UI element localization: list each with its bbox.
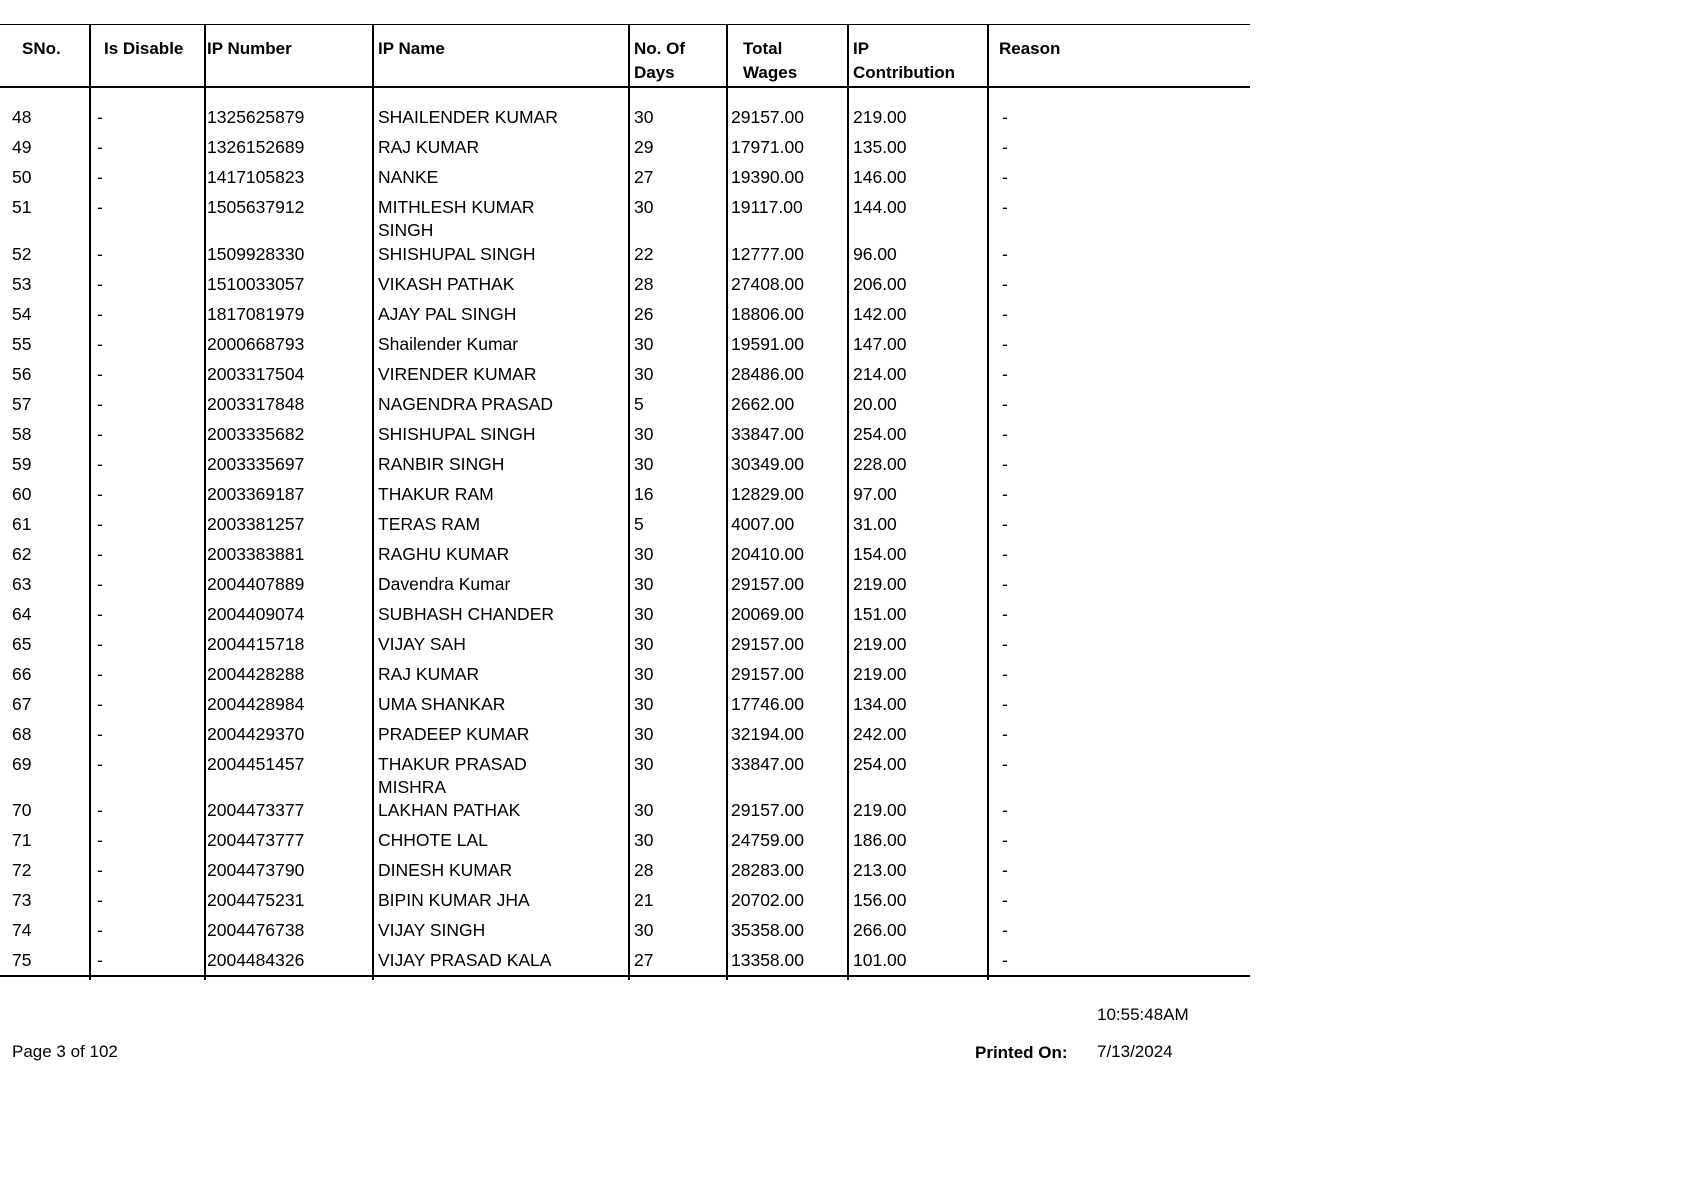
cell-reason: - — [1002, 333, 1008, 354]
cell-sno: 57 — [12, 393, 32, 414]
page-indicator: Page 3 of 102 — [12, 1042, 118, 1061]
cell-reason: - — [1002, 920, 1008, 941]
cell-total-wages: 20410.00 — [731, 543, 804, 564]
cell-ip-number: 1505637912 — [207, 197, 305, 217]
cell-ip-contribution: 266.00 — [853, 920, 907, 941]
cell-ip-number: 1510033057 — [207, 273, 305, 294]
table-row — [0, 919, 1250, 949]
table-row — [0, 363, 1250, 393]
header-days: No. Of Days — [634, 39, 685, 82]
cell-days: 30 — [634, 197, 654, 217]
cell-reason: - — [1002, 513, 1008, 534]
cell-sno: 55 — [12, 333, 32, 354]
cell-ip-name: VIKASH PATHAK — [378, 273, 515, 294]
cell-reason: - — [1002, 753, 1008, 774]
cell-days: 30 — [634, 363, 654, 384]
cell-ip-name: PRADEEP KUMAR — [378, 723, 530, 744]
cell-ip-name: THAKUR RAM — [378, 483, 494, 504]
cell-ip-contribution: 219.00 — [853, 800, 907, 821]
cell-ip-number: 2004428288 — [207, 663, 305, 684]
cell-days: 30 — [634, 107, 654, 127]
cell-total-wages: 17746.00 — [731, 693, 804, 714]
cell-ip-contribution: 219.00 — [853, 107, 907, 127]
cell-ip-contribution: 142.00 — [853, 303, 907, 324]
cell-ip-number: 2004473377 — [207, 800, 305, 821]
cell-days: 21 — [634, 890, 654, 911]
cell-total-wages: 12777.00 — [731, 243, 804, 264]
cell-reason: - — [1002, 243, 1008, 264]
cell-ip-name: SHISHUPAL SINGH — [378, 423, 536, 444]
cell-total-wages: 33847.00 — [731, 753, 804, 774]
cell-sno: 69 — [12, 753, 32, 774]
cell-ip-contribution: 214.00 — [853, 363, 907, 384]
cell-sno: 70 — [12, 800, 32, 821]
cell-total-wages: 12829.00 — [731, 483, 804, 504]
cell-is-disable: - — [97, 573, 103, 594]
cell-is-disable: - — [97, 393, 103, 414]
cell-ip-name: VIRENDER KUMAR — [378, 363, 537, 384]
table-row — [0, 303, 1250, 333]
cell-days: 29 — [634, 137, 654, 157]
cell-total-wages: 33847.00 — [731, 423, 804, 444]
cell-total-wages: 30349.00 — [731, 453, 804, 474]
cell-is-disable: - — [97, 950, 103, 971]
cell-sno: 48 — [12, 107, 32, 127]
cell-days: 30 — [634, 333, 654, 354]
cell-is-disable: - — [97, 860, 103, 881]
cell-reason: - — [1002, 723, 1008, 744]
cell-ip-contribution: 135.00 — [853, 137, 907, 157]
table-row — [0, 243, 1250, 273]
cell-days: 30 — [634, 543, 654, 564]
cell-is-disable: - — [97, 197, 103, 217]
cell-ip-name: TERAS RAM — [378, 513, 481, 534]
cell-days: 30 — [634, 800, 654, 821]
table-row — [0, 603, 1250, 633]
cell-sno: 49 — [12, 137, 32, 157]
cell-is-disable: - — [97, 513, 103, 534]
cell-ip-name: Shailender Kumar — [378, 333, 519, 354]
cell-total-wages: 19591.00 — [731, 333, 804, 354]
table-row — [0, 859, 1250, 889]
cell-total-wages: 35358.00 — [731, 920, 804, 941]
footer-time: 10:55:48AM — [1097, 1005, 1189, 1024]
cell-total-wages: 2662.00 — [731, 393, 795, 414]
cell-reason: - — [1002, 453, 1008, 474]
cell-ip-name: CHHOTE LAL — [378, 830, 488, 851]
cell-sno: 67 — [12, 693, 32, 714]
table-row — [0, 513, 1250, 543]
cell-ip-number: 2004484326 — [207, 950, 305, 971]
cell-ip-number: 2003381257 — [207, 513, 305, 534]
cell-reason: - — [1002, 137, 1008, 157]
cell-ip-number: 2003317848 — [207, 393, 305, 414]
cell-is-disable: - — [97, 920, 103, 941]
cell-ip-number: 2004473777 — [207, 830, 305, 851]
cell-days: 30 — [634, 723, 654, 744]
cell-days: 30 — [634, 830, 654, 851]
cell-total-wages: 18806.00 — [731, 303, 804, 324]
cell-reason: - — [1002, 573, 1008, 594]
cell-sno: 65 — [12, 633, 32, 654]
cell-total-wages: 19117.00 — [731, 197, 803, 217]
cell-ip-contribution: 219.00 — [853, 663, 907, 684]
cell-days: 5 — [634, 393, 644, 414]
cell-is-disable: - — [97, 167, 103, 187]
cell-ip-contribution: 219.00 — [853, 633, 907, 654]
cell-sno: 51 — [12, 197, 32, 217]
cell-sno: 60 — [12, 483, 32, 504]
cell-sno: 73 — [12, 890, 32, 911]
cell-ip-name: SHISHUPAL SINGH — [378, 243, 536, 264]
cell-is-disable: - — [97, 543, 103, 564]
cell-is-disable: - — [97, 723, 103, 744]
cell-reason: - — [1002, 663, 1008, 684]
cell-ip-contribution: 254.00 — [853, 753, 907, 774]
cell-ip-contribution: 186.00 — [853, 830, 907, 851]
cell-ip-number: 1325625879 — [207, 107, 305, 127]
cell-ip-contribution: 144.00 — [853, 197, 907, 217]
cell-ip-name: UMA SHANKAR — [378, 693, 506, 714]
cell-ip-contribution: 20.00 — [853, 393, 897, 414]
cell-ip-name: MITHLESH KUMAR SINGH — [378, 197, 535, 240]
cell-total-wages: 13358.00 — [731, 950, 804, 971]
cell-days: 27 — [634, 950, 654, 971]
cell-days: 30 — [634, 920, 654, 941]
cell-is-disable: - — [97, 800, 103, 821]
cell-is-disable: - — [97, 663, 103, 684]
table-row — [0, 693, 1250, 723]
cell-ip-name: RAGHU KUMAR — [378, 543, 510, 564]
cell-total-wages: 28283.00 — [731, 860, 804, 881]
cell-sno: 59 — [12, 453, 32, 474]
cell-ip-number: 2004429370 — [207, 723, 305, 744]
cell-ip-contribution: 213.00 — [853, 860, 907, 881]
cell-ip-contribution: 146.00 — [853, 167, 907, 187]
cell-days: 27 — [634, 167, 654, 187]
cell-ip-name: RANBIR SINGH — [378, 453, 505, 474]
cell-ip-contribution: 147.00 — [853, 333, 907, 354]
cell-ip-contribution: 154.00 — [853, 543, 907, 564]
cell-reason: - — [1002, 603, 1008, 624]
cell-ip-contribution: 96.00 — [853, 243, 897, 264]
cell-reason: - — [1002, 543, 1008, 564]
cell-ip-number: 2004473790 — [207, 860, 305, 881]
cell-is-disable: - — [97, 633, 103, 654]
header-bottom-rule — [0, 86, 1250, 88]
cell-sno: 64 — [12, 603, 32, 624]
cell-ip-name: Davendra Kumar — [378, 573, 511, 594]
cell-sno: 62 — [12, 543, 32, 564]
cell-is-disable: - — [97, 830, 103, 851]
cell-total-wages: 32194.00 — [731, 723, 804, 744]
cell-sno: 54 — [12, 303, 32, 324]
table-row — [0, 273, 1250, 303]
cell-reason: - — [1002, 167, 1008, 187]
cell-is-disable: - — [97, 753, 103, 774]
header-ip-name: IP Name — [378, 39, 445, 58]
cell-total-wages: 27408.00 — [731, 273, 804, 294]
cell-ip-contribution: 134.00 — [853, 693, 907, 714]
table-row — [0, 166, 1250, 196]
cell-ip-number: 2004409074 — [207, 603, 305, 624]
cell-is-disable: - — [97, 243, 103, 264]
cell-sno: 52 — [12, 243, 32, 264]
footer-date: 7/13/2024 — [1097, 1042, 1173, 1061]
cell-ip-number: 2004407889 — [207, 573, 305, 594]
cell-ip-contribution: 31.00 — [853, 513, 897, 534]
table-row — [0, 393, 1250, 423]
cell-ip-number: 2004451457 — [207, 753, 305, 774]
cell-days: 28 — [634, 273, 654, 294]
cell-sno: 61 — [12, 513, 32, 534]
cell-days: 16 — [634, 483, 654, 504]
cell-reason: - — [1002, 800, 1008, 821]
cell-total-wages: 20702.00 — [731, 890, 804, 911]
cell-days: 30 — [634, 453, 654, 474]
cell-sno: 72 — [12, 860, 32, 881]
cell-is-disable: - — [97, 603, 103, 624]
cell-ip-contribution: 206.00 — [853, 273, 907, 294]
cell-ip-number: 2003335697 — [207, 453, 305, 474]
cell-is-disable: - — [97, 423, 103, 444]
cell-is-disable: - — [97, 363, 103, 384]
cell-ip-number: 2003369187 — [207, 483, 305, 504]
cell-reason: - — [1002, 950, 1008, 971]
cell-is-disable: - — [97, 693, 103, 714]
cell-total-wages: 17971.00 — [731, 137, 804, 157]
cell-reason: - — [1002, 890, 1008, 911]
table-row — [0, 423, 1250, 453]
cell-is-disable: - — [97, 483, 103, 504]
cell-total-wages: 24759.00 — [731, 830, 804, 851]
cell-ip-name: VIJAY SINGH — [378, 920, 486, 941]
cell-sno: 53 — [12, 273, 32, 294]
cell-reason: - — [1002, 693, 1008, 714]
cell-days: 30 — [634, 633, 654, 654]
cell-reason: - — [1002, 633, 1008, 654]
header-is-disable: Is Disable — [104, 39, 184, 58]
table-row — [0, 723, 1250, 753]
cell-ip-name: BIPIN KUMAR JHA — [378, 890, 530, 911]
cell-total-wages: 29157.00 — [731, 663, 804, 684]
cell-days: 30 — [634, 423, 654, 444]
cell-ip-name: NAGENDRA PRASAD — [378, 393, 554, 414]
table-row — [0, 889, 1250, 919]
table-row — [0, 949, 1250, 979]
cell-ip-name: VIJAY SAH — [378, 633, 466, 654]
cell-ip-number: 2004475231 — [207, 890, 305, 911]
table-row — [0, 136, 1250, 166]
table-row — [0, 333, 1250, 363]
header-sno: SNo. — [22, 39, 61, 58]
cell-sno: 74 — [12, 920, 32, 941]
cell-ip-contribution: 228.00 — [853, 453, 907, 474]
cell-ip-name: LAKHAN PATHAK — [378, 800, 521, 821]
cell-is-disable: - — [97, 303, 103, 324]
cell-total-wages: 19390.00 — [731, 167, 804, 187]
cell-total-wages: 4007.00 — [731, 513, 795, 534]
cell-reason: - — [1002, 107, 1008, 127]
cell-ip-name: DINESH KUMAR — [378, 860, 513, 881]
cell-is-disable: - — [97, 890, 103, 911]
table-row — [0, 753, 1250, 797]
printed-on-label: Printed On: — [975, 1043, 1068, 1062]
cell-sno: 50 — [12, 167, 32, 187]
cell-is-disable: - — [97, 333, 103, 354]
table-row — [0, 453, 1250, 483]
table-row — [0, 633, 1250, 663]
header-reason: Reason — [999, 39, 1061, 58]
cell-reason: - — [1002, 303, 1008, 324]
cell-total-wages: 29157.00 — [731, 633, 804, 654]
cell-total-wages: 29157.00 — [731, 573, 804, 594]
cell-ip-number: 2004476738 — [207, 920, 305, 941]
cell-ip-contribution: 97.00 — [853, 483, 897, 504]
cell-reason: - — [1002, 860, 1008, 881]
cell-reason: - — [1002, 830, 1008, 851]
table-row — [0, 106, 1250, 136]
cell-ip-number: 1817081979 — [207, 303, 305, 324]
cell-days: 5 — [634, 513, 644, 534]
cell-ip-name: NANKE — [378, 167, 439, 187]
cell-ip-name: THAKUR PRASAD MISHRA — [378, 753, 527, 797]
cell-is-disable: - — [97, 273, 103, 294]
cell-days: 30 — [634, 693, 654, 714]
cell-reason: - — [1002, 273, 1008, 294]
cell-reason: - — [1002, 423, 1008, 444]
cell-is-disable: - — [97, 107, 103, 127]
cell-ip-number: 2003383881 — [207, 543, 305, 564]
cell-ip-name: SHAILENDER KUMAR — [378, 107, 558, 127]
cell-ip-contribution: 219.00 — [853, 573, 907, 594]
cell-is-disable: - — [97, 453, 103, 474]
cell-ip-name: VIJAY PRASAD KALA — [378, 950, 552, 971]
cell-ip-number: 2003335682 — [207, 423, 305, 444]
cell-ip-number: 2000668793 — [207, 333, 305, 354]
cell-days: 30 — [634, 663, 654, 684]
cell-sno: 58 — [12, 423, 32, 444]
cell-days: 22 — [634, 243, 654, 264]
cell-sno: 71 — [12, 830, 32, 851]
cell-ip-number: 1326152689 — [207, 137, 305, 157]
cell-days: 30 — [634, 573, 654, 594]
cell-total-wages: 29157.00 — [731, 107, 804, 127]
cell-days: 30 — [634, 753, 654, 774]
table-row — [0, 663, 1250, 693]
cell-sno: 63 — [12, 573, 32, 594]
header-ip-number: IP Number — [207, 39, 292, 58]
table-row — [0, 799, 1250, 829]
cell-ip-number: 2004428984 — [207, 693, 305, 714]
cell-ip-contribution: 101.00 — [853, 950, 907, 971]
cell-ip-name: AJAY PAL SINGH — [378, 303, 517, 324]
table-row — [0, 543, 1250, 573]
cell-reason: - — [1002, 197, 1008, 217]
cell-reason: - — [1002, 483, 1008, 504]
table-row — [0, 829, 1250, 859]
cell-is-disable: - — [97, 137, 103, 157]
cell-ip-number: 2003317504 — [207, 363, 305, 384]
cell-ip-number: 2004415718 — [207, 633, 305, 654]
cell-total-wages: 20069.00 — [731, 603, 804, 624]
cell-total-wages: 29157.00 — [731, 800, 804, 821]
cell-ip-name: SUBHASH CHANDER — [378, 603, 554, 624]
cell-sno: 66 — [12, 663, 32, 684]
cell-sno: 68 — [12, 723, 32, 744]
cell-ip-contribution: 254.00 — [853, 423, 907, 444]
header-ip-contribution: IP Contribution — [853, 39, 955, 82]
table-row — [0, 196, 1250, 240]
cell-reason: - — [1002, 393, 1008, 414]
cell-sno: 75 — [12, 950, 32, 971]
cell-ip-contribution: 156.00 — [853, 890, 907, 911]
cell-total-wages: 28486.00 — [731, 363, 804, 384]
header-total-wages: Total Wages — [743, 39, 798, 82]
cell-ip-contribution: 242.00 — [853, 723, 907, 744]
cell-sno: 56 — [12, 363, 32, 384]
cell-ip-name: RAJ KUMAR — [378, 137, 480, 157]
cell-days: 28 — [634, 860, 654, 881]
cell-days: 26 — [634, 303, 654, 324]
table-top-rule — [0, 24, 1250, 25]
table-row — [0, 483, 1250, 513]
cell-ip-contribution: 151.00 — [853, 603, 907, 624]
cell-reason: - — [1002, 363, 1008, 384]
cell-ip-number: 1509928330 — [207, 243, 305, 264]
cell-ip-name: RAJ KUMAR — [378, 663, 480, 684]
cell-ip-number: 1417105823 — [207, 167, 305, 187]
cell-days: 30 — [634, 603, 654, 624]
table-row — [0, 573, 1250, 603]
